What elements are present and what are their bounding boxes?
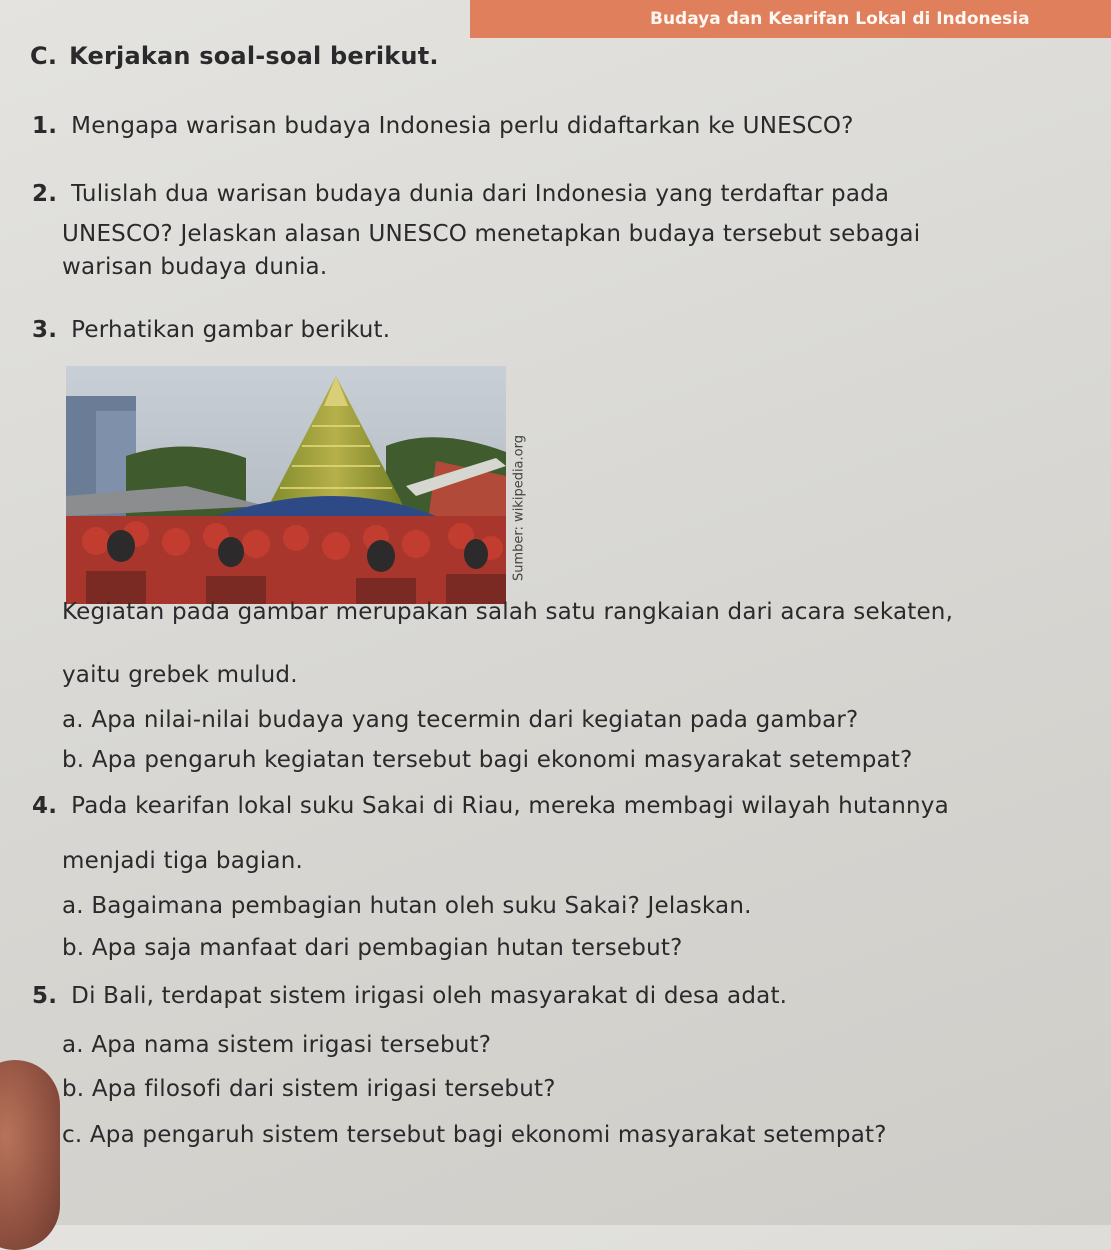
question-2-text-1: Tulislah dua warisan budaya dunia dari Indonesia yang terdaftar pada bbox=[71, 181, 890, 207]
question-2-line-3: warisan budaya dunia. bbox=[62, 254, 328, 280]
grebek-mulud-photo bbox=[66, 366, 506, 604]
question-4-text-1: Pada kearifan lokal suku Sakai di Riau, mereka membagi wilayah hutannya bbox=[71, 793, 949, 819]
question-3a: a. Apa nilai-nilai budaya yang tecermin dari kegiatan pada gambar? bbox=[62, 707, 859, 733]
question-3 bbox=[32, 317, 390, 343]
question-1 bbox=[32, 113, 854, 139]
question-1-number: 1. bbox=[32, 113, 58, 139]
question-2-line-2: UNESCO? Jelaskan alasan UNESCO menetapkan budaya tersebut sebagai bbox=[62, 221, 921, 247]
question-3-number: 3. bbox=[32, 317, 58, 343]
question-2-line-1 bbox=[32, 181, 889, 207]
question-4a: a. Bagaimana pembagian hutan oleh suku Sakai? Jelaskan. bbox=[62, 893, 752, 919]
question-3b: b. Apa pengaruh kegiatan tersebut bagi ekonomi masyarakat setempat? bbox=[62, 747, 913, 773]
question-3-text: Perhatikan gambar berikut. bbox=[71, 317, 391, 343]
section-title: Kerjakan soal-soal berikut. bbox=[69, 42, 439, 70]
question-5b: b. Apa filosofi dari sistem irigasi tersebut? bbox=[62, 1076, 556, 1102]
photo-caption-line-1: Kegiatan pada gambar merupakan salah satu rangkaian dari acara sekaten, bbox=[62, 599, 954, 625]
question-1-text: Mengapa warisan budaya Indonesia perlu didaftarkan ke UNESCO? bbox=[71, 113, 854, 139]
photo-caption-line-2: yaitu grebek mulud. bbox=[62, 662, 298, 688]
question-2-number: 2. bbox=[32, 181, 58, 207]
question-4-number: 4. bbox=[32, 793, 58, 819]
section-letter: C. bbox=[30, 42, 58, 70]
chapter-title: Budaya dan Kearifan Lokal di Indonesia bbox=[650, 9, 1030, 29]
image-source-text: Sumber: wikipedia.org bbox=[511, 434, 527, 581]
section-heading bbox=[30, 42, 439, 70]
question-4-line-2: menjadi tiga bagian. bbox=[62, 848, 303, 874]
question-5-text: Di Bali, terdapat sistem irigasi oleh masyarakat di desa adat. bbox=[71, 983, 788, 1009]
question-5c: c. Apa pengaruh sistem tersebut bagi ekonomi masyarakat setempat? bbox=[62, 1122, 887, 1148]
question-5-number: 5. bbox=[32, 983, 58, 1009]
finger-thumb bbox=[0, 1060, 60, 1250]
question-4b: b. Apa saja manfaat dari pembagian hutan tersebut? bbox=[62, 935, 683, 961]
question-5a: a. Apa nama sistem irigasi tersebut? bbox=[62, 1032, 492, 1058]
question-5 bbox=[32, 983, 787, 1009]
image-source bbox=[510, 420, 528, 595]
chapter-header bbox=[470, 0, 1111, 38]
question-4-line-1 bbox=[32, 793, 949, 819]
